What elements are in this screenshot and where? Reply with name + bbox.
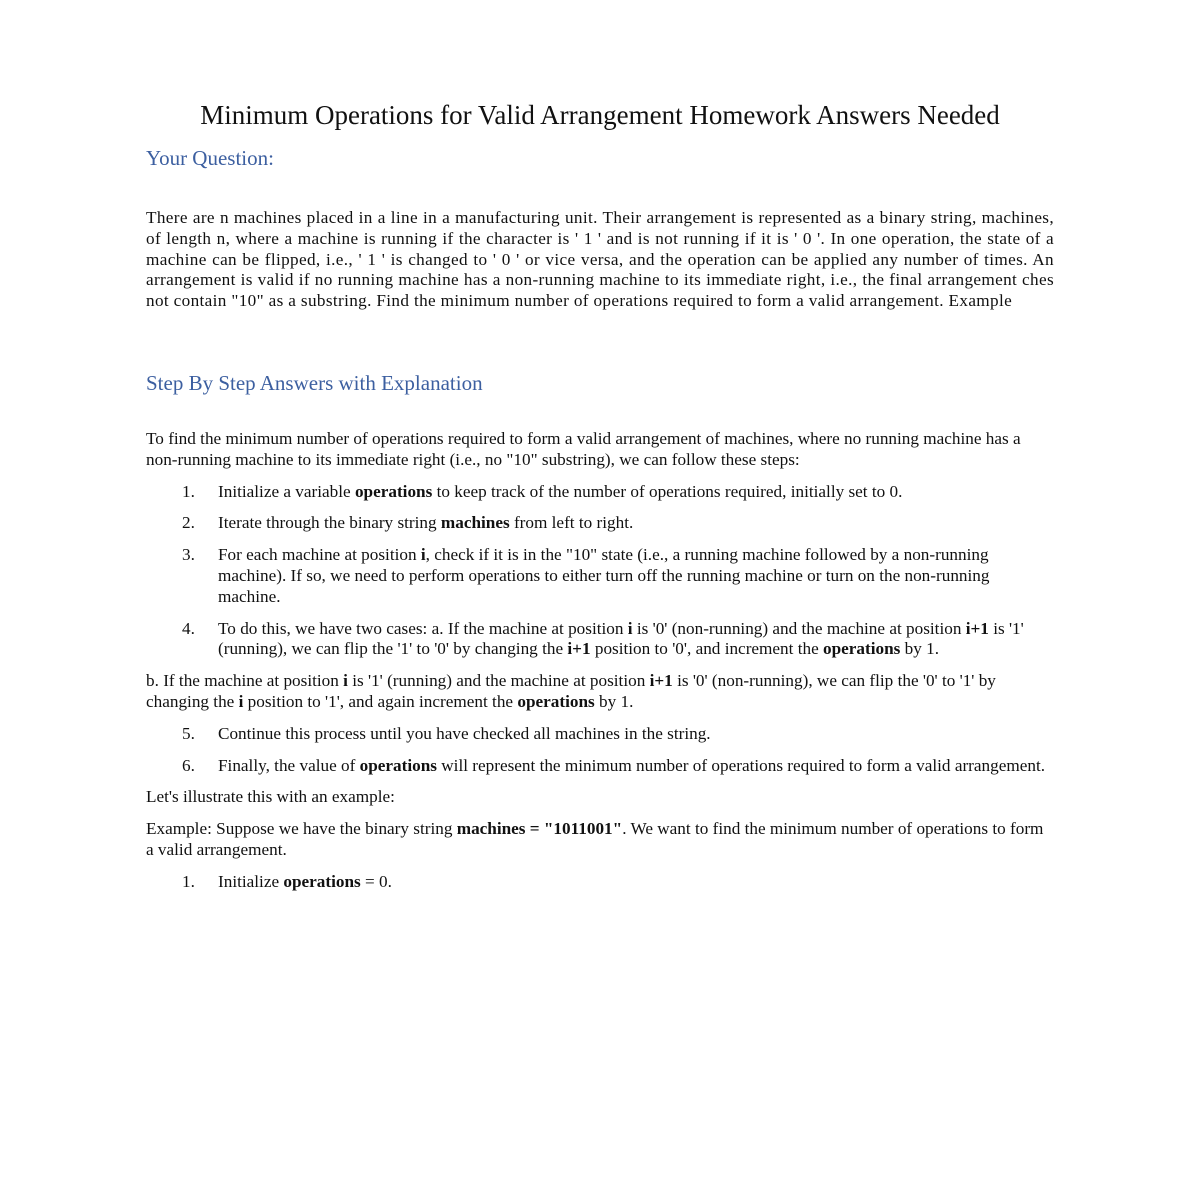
answer-heading: Step By Step Answers with Explanation (146, 370, 483, 395)
step-keyword: operations (359, 755, 437, 775)
para-keyword: i+1 (649, 671, 673, 691)
list-item (146, 756, 1054, 777)
list-item (146, 872, 1054, 893)
list-item (146, 513, 1054, 534)
step-text: Initialize a variable (218, 481, 355, 501)
para-keyword: operations (517, 691, 595, 711)
example-paragraph (146, 819, 1054, 861)
step-keyword: i (420, 545, 426, 565)
step-text: is '1' (running), we can flip the '1' to '0' by changing the (218, 618, 1024, 659)
list-item (146, 482, 1054, 503)
case-b-paragraph (146, 671, 1054, 713)
step-text: Continue this process until you have checked all machines in the string. (218, 723, 711, 743)
step-text: is '0' (non-running) and the machine at position (632, 618, 966, 638)
spacer (146, 312, 1054, 370)
step-text: by 1. (900, 639, 940, 659)
question-heading: Your Question: (146, 146, 274, 170)
document-page (146, 100, 1054, 893)
para-text: Example: Suppose we have the binary string (146, 819, 457, 839)
step-text: Initialize (218, 871, 284, 891)
step-keyword: i+1 (965, 618, 989, 638)
step-text: position to '0', and increment the (590, 639, 823, 659)
page-title: Minimum Operations for Valid Arrangement Homework Answers Needed (200, 100, 1000, 130)
list-number: 3. (182, 545, 195, 565)
steps-list-continued (146, 724, 1054, 777)
step-keyword: operations (283, 871, 361, 891)
list-number: 4. (182, 618, 195, 638)
para-text: by 1. (594, 691, 634, 711)
para-text: is '0' (non-running), we can flip the '0' to '1' by changing the (146, 671, 996, 711)
step-text: For each machine at position (218, 545, 421, 565)
para-keyword: i (343, 671, 348, 691)
para-text: position to '1', and again increment the (243, 691, 518, 711)
para-text: b. If the machine at position (146, 671, 344, 691)
para-keyword: machines = "1011001" (456, 819, 623, 839)
para-text: is '1' (running) and the machine at position (347, 671, 650, 691)
list-number: 6. (182, 755, 195, 775)
step-keyword: i+1 (567, 639, 591, 659)
step-text: to keep track of the number of operations required, initially set to 0. (432, 481, 903, 501)
example-steps-list (146, 872, 1054, 893)
step-text: Finally, the value of (218, 755, 360, 775)
step-keyword: machines (440, 513, 510, 533)
step-text: To do this, we have two cases: a. If the machine at position (218, 618, 628, 638)
step-text: , check if it is in the "10" state (i.e., a running machine followed by a non-running machine). If so, we need to perform operations to either turn off the running machine or turn on the non-running machine. (218, 545, 990, 606)
list-number: 5. (182, 723, 195, 743)
step-keyword: i (627, 618, 633, 638)
step-keyword: operations (354, 481, 433, 501)
question-text: There are n machines placed in a line in a manufacturing unit. Their arrangement is represented as a binary string, machines, of length n, where a machine is running if the character is ' 1 ' and is not running if it is ' 0 '. In one operation, the state of a machine can be flipped, i.e., ' 1 ' is changed to ' 0 ' or vice versa, and the operation can be applied any number of times. An arrangement is valid if no running machine has a non-running machine to its immediate right, i.e., the final arrangement ches not contain "10" as a substring. Find the minimum number of operations required to form a valid arrangement. Example (146, 208, 1054, 311)
step-text: = 0. (360, 871, 392, 891)
list-number: 2. (182, 513, 195, 533)
step-text: Iterate through the binary string (218, 513, 441, 533)
list-item (146, 724, 1054, 745)
list-item (146, 545, 1054, 607)
para-text: . We want to find the minimum number of operations to form a valid arrangement. (146, 819, 1044, 859)
answer-intro: To find the minimum number of operations required to form a valid arrangement of machines, where no running machine has a non-running machine to its immediate right (i.e., no "10" substring), we can follow these steps: (146, 428, 1021, 469)
para-keyword: i (238, 691, 244, 711)
step-text: from left to right. (509, 513, 634, 533)
list-number: 1. (182, 871, 195, 891)
steps-list (146, 482, 1054, 661)
list-item (146, 619, 1054, 661)
step-keyword: operations (823, 639, 901, 659)
illustrate-paragraph: Let's illustrate this with an example: (146, 787, 395, 807)
step-text: will represent the minimum number of operations required to form a valid arrangement. (436, 755, 1046, 775)
list-number: 1. (182, 481, 195, 501)
